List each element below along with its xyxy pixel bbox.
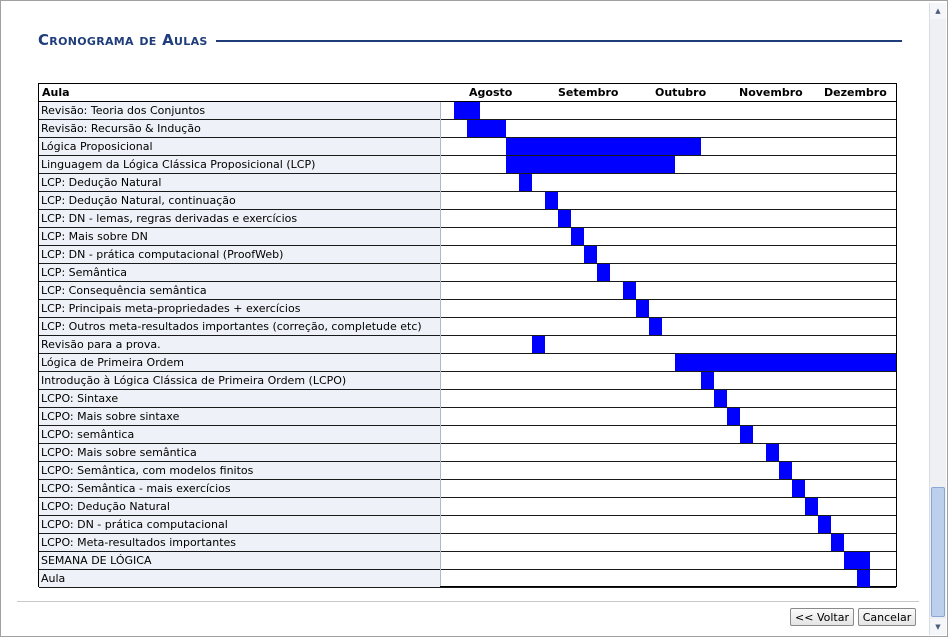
- gantt-bar: [506, 138, 701, 155]
- gantt-row: [39, 462, 896, 480]
- gantt-row-label: LCPO: Dedução Natural: [39, 498, 440, 515]
- gantt-bar: [571, 228, 584, 245]
- gantt-row: [39, 246, 896, 264]
- gantt-row-label: LCPO: Sintaxe: [39, 390, 440, 407]
- gantt-bar: [701, 372, 714, 389]
- vertical-scrollbar[interactable]: [929, 3, 946, 635]
- gantt-row-label: Revisão: Teoria dos Conjuntos: [39, 102, 440, 119]
- gantt-row-label: LCP: Mais sobre DN: [39, 228, 440, 245]
- gantt-chart: [38, 83, 897, 587]
- gantt-row: [39, 354, 896, 372]
- gantt-row-label: LCPO: DN - prática computacional: [39, 516, 440, 533]
- month-label-setembro: Setembro: [558, 86, 619, 99]
- gantt-bar: [584, 246, 597, 263]
- gantt-row: [39, 498, 896, 516]
- gantt-bar: [532, 336, 545, 353]
- gantt-row: [39, 138, 896, 156]
- gantt-row: [39, 282, 896, 300]
- gantt-row: [39, 552, 896, 570]
- gantt-bar: [519, 174, 532, 191]
- gantt-row: [39, 264, 896, 282]
- gantt-row-label: LCPO: semântica: [39, 426, 440, 443]
- gantt-bar: [792, 480, 805, 497]
- gantt-bar: [818, 516, 831, 533]
- gantt-row: [39, 480, 896, 498]
- gantt-row-label: LCPO: Semântica - mais exercícios: [39, 480, 440, 497]
- gantt-row-label: LCP: Consequência semântica: [39, 282, 440, 299]
- gantt-bar: [649, 318, 662, 335]
- gantt-row: [39, 228, 896, 246]
- gantt-bar: [467, 120, 506, 137]
- gantt-row: [39, 174, 896, 192]
- gantt-row-label: LCP: Principais meta-propriedades + exercícios: [39, 300, 440, 317]
- gantt-bar: [454, 102, 480, 119]
- gantt-row-label: LCP: Semântica: [39, 264, 440, 281]
- gantt-bar: [831, 534, 844, 551]
- month-label-outubro: Outubro: [655, 86, 707, 99]
- gantt-row: [39, 318, 896, 336]
- gantt-row-label: LCPO: Mais sobre semântica: [39, 444, 440, 461]
- gantt-bar: [857, 570, 870, 587]
- gantt-row: [39, 120, 896, 138]
- gantt-row-label: Revisão: Recursão & Indução: [39, 120, 440, 137]
- gantt-row-label: Lógica de Primeira Ordem: [39, 354, 440, 371]
- gantt-row-label: LCP: Dedução Natural: [39, 174, 440, 191]
- gantt-header: [39, 84, 896, 102]
- gantt-row: [39, 300, 896, 318]
- gantt-row: [39, 390, 896, 408]
- gantt-bar: [558, 210, 571, 227]
- header-aula-label: Aula: [42, 86, 70, 99]
- gantt-row: [39, 372, 896, 390]
- gantt-bar: [727, 408, 740, 425]
- gantt-row-label: Aula: [39, 570, 440, 587]
- gantt-row: [39, 156, 896, 174]
- gantt-row: [39, 192, 896, 210]
- gantt-bar: [779, 462, 792, 479]
- gantt-row-label: LCPO: Meta-resultados importantes: [39, 534, 440, 551]
- scroll-up-arrow-icon[interactable]: ▲: [930, 3, 946, 19]
- gantt-row: [39, 336, 896, 354]
- gantt-row-label: LCPO: Semântica, com modelos finitos: [39, 462, 440, 479]
- gantt-row-label: Revisão para a prova.: [39, 336, 440, 353]
- title-underline: [216, 40, 902, 42]
- gantt-row: [39, 444, 896, 462]
- scroll-down-arrow-icon[interactable]: ▼: [930, 619, 946, 635]
- gantt-bar: [675, 354, 896, 371]
- gantt-bar: [597, 264, 610, 281]
- gantt-row-label: SEMANA DE LÓGICA: [39, 552, 440, 569]
- scroll-thumb[interactable]: [931, 487, 945, 617]
- gantt-row: [39, 516, 896, 534]
- gantt-row: [39, 102, 896, 120]
- gantt-row-label: LCP: Dedução Natural, continuação: [39, 192, 440, 209]
- gantt-bar: [766, 444, 779, 461]
- section-header: [38, 29, 902, 51]
- back-button[interactable]: << Voltar: [790, 608, 854, 626]
- gantt-row-label: LCPO: Mais sobre sintaxe: [39, 408, 440, 425]
- footer-divider: [17, 601, 919, 602]
- gantt-bar: [623, 282, 636, 299]
- gantt-row: [39, 210, 896, 228]
- gantt-bar: [714, 390, 727, 407]
- gantt-row-label: LCP: DN - prática computacional (ProofWeb): [39, 246, 440, 263]
- gantt-row: [39, 426, 896, 444]
- gantt-row: [39, 408, 896, 426]
- column-divider: [440, 102, 441, 586]
- gantt-row: [39, 534, 896, 552]
- page-title: Cronograma de Aulas: [38, 31, 208, 49]
- gantt-bar: [545, 192, 558, 209]
- month-label-novembro: Novembro: [739, 86, 803, 99]
- gantt-row-label: Introdução à Lógica Clássica de Primeira Ordem (LCPO): [39, 372, 440, 389]
- gantt-bar: [740, 426, 753, 443]
- gantt-row-label: LCP: Outros meta-resultados importantes (correção, completude etc): [39, 318, 440, 335]
- gantt-bar: [844, 552, 870, 569]
- month-label-dezembro: Dezembro: [824, 86, 887, 99]
- gantt-row: [39, 570, 896, 588]
- gantt-bar: [636, 300, 649, 317]
- gantt-row-label: Linguagem da Lógica Clássica Proposicional (LCP): [39, 156, 440, 173]
- gantt-row-label: Lógica Proposicional: [39, 138, 440, 155]
- gantt-bar: [506, 156, 675, 173]
- gantt-row-label: LCP: DN - lemas, regras derivadas e exercícios: [39, 210, 440, 227]
- month-label-agosto: Agosto: [469, 86, 513, 99]
- cancel-button[interactable]: Cancelar: [858, 608, 916, 626]
- gantt-bar: [805, 498, 818, 515]
